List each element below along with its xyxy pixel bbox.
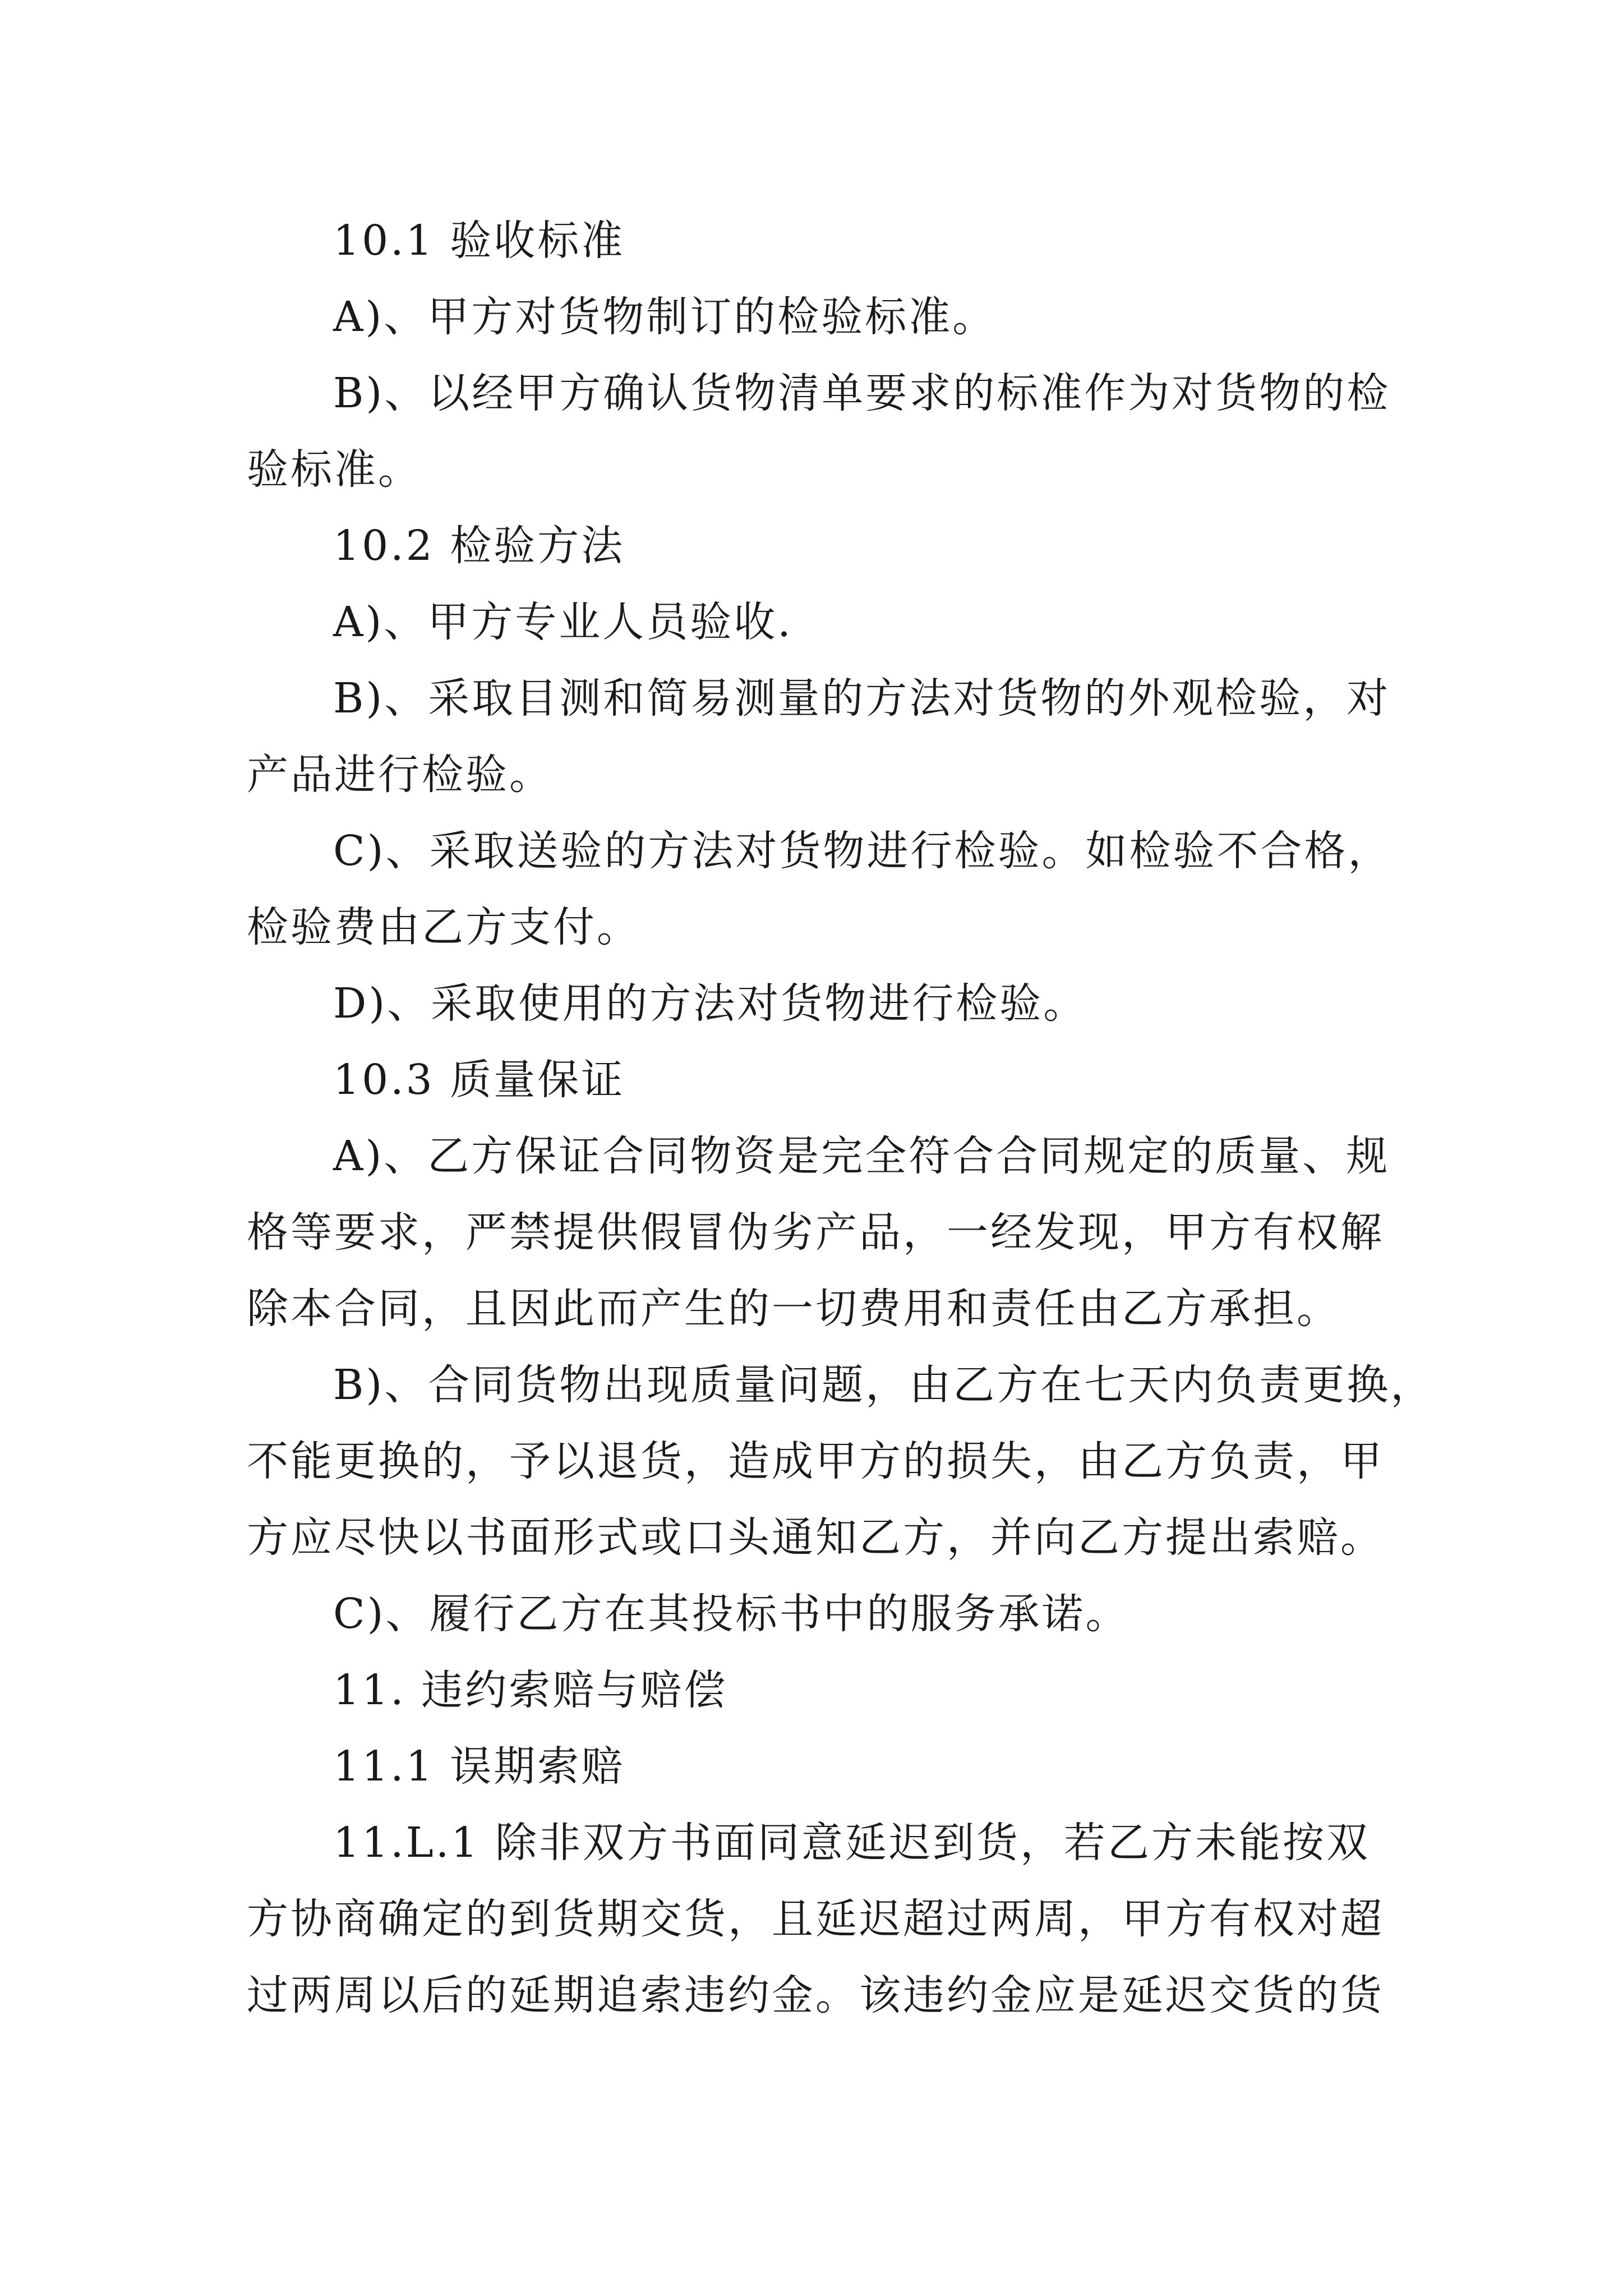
paragraph-line: 11.L.1 除非双方书面同意延迟到货，若乙方未能按双 bbox=[333, 1819, 1370, 1867]
paragraph-line: A)、甲方对货物制订的检验标准。 bbox=[333, 293, 997, 341]
paragraph-line: B)、以经甲方确认货物清单要求的标准作为对货物的检 bbox=[333, 369, 1391, 417]
paragraph-line: 方协商确定的到货期交货，且延迟超过两周，甲方有权对超 bbox=[247, 1895, 1384, 1943]
paragraph-line: A)、乙方保证合同物资是完全符合合同规定的质量、规 bbox=[333, 1132, 1390, 1180]
paragraph-line: 格等要求，严禁提供假冒伪劣产品，一经发现，甲方有权解 bbox=[247, 1208, 1384, 1257]
paragraph-line: 不能更换的，予以退货，造成甲方的损失，由乙方负责，甲 bbox=[247, 1437, 1384, 1485]
paragraph-line: B)、采取目测和简易测量的方法对货物的外观检验，对 bbox=[333, 674, 1391, 723]
section-heading-10-1: 10.1 验收标准 bbox=[333, 217, 625, 265]
paragraph-line: A)、甲方专业人员验收. bbox=[333, 598, 793, 646]
paragraph-line: B)、合同货物出现质量问题，由乙方在七天内负责更换， bbox=[333, 1361, 1435, 1409]
paragraph-line: 检验费由乙方支付。 bbox=[247, 903, 640, 951]
paragraph-line: D)、采取使用的方法对货物进行检验。 bbox=[333, 979, 1087, 1028]
section-heading-11-1: 11.1 误期索赔 bbox=[333, 1742, 625, 1791]
paragraph-line: 验标准。 bbox=[247, 445, 422, 494]
paragraph-line: 过两周以后的延期追索违约金。该违约金应是延迟交货的货 bbox=[247, 1971, 1384, 2019]
paragraph-line: 方应尽快以书面形式或口头通知乙方，并向乙方提出索赔。 bbox=[247, 1513, 1384, 1562]
section-heading-10-2: 10.2 检验方法 bbox=[333, 522, 625, 570]
paragraph-line: C)、履行乙方在其投标书中的服务承诺。 bbox=[333, 1590, 1129, 1638]
section-heading-11: 11. 违约索赔与赔偿 bbox=[333, 1666, 728, 1714]
paragraph-line: 产品进行检验。 bbox=[247, 751, 553, 799]
section-heading-10-3: 10.3 质量保证 bbox=[333, 1056, 625, 1104]
paragraph-line: 除本合同，且因此而产生的一切费用和责任由乙方承担。 bbox=[247, 1285, 1340, 1333]
paragraph-line: C)、采取送验的方法对货物进行检验。如检验不合格， bbox=[333, 827, 1392, 875]
